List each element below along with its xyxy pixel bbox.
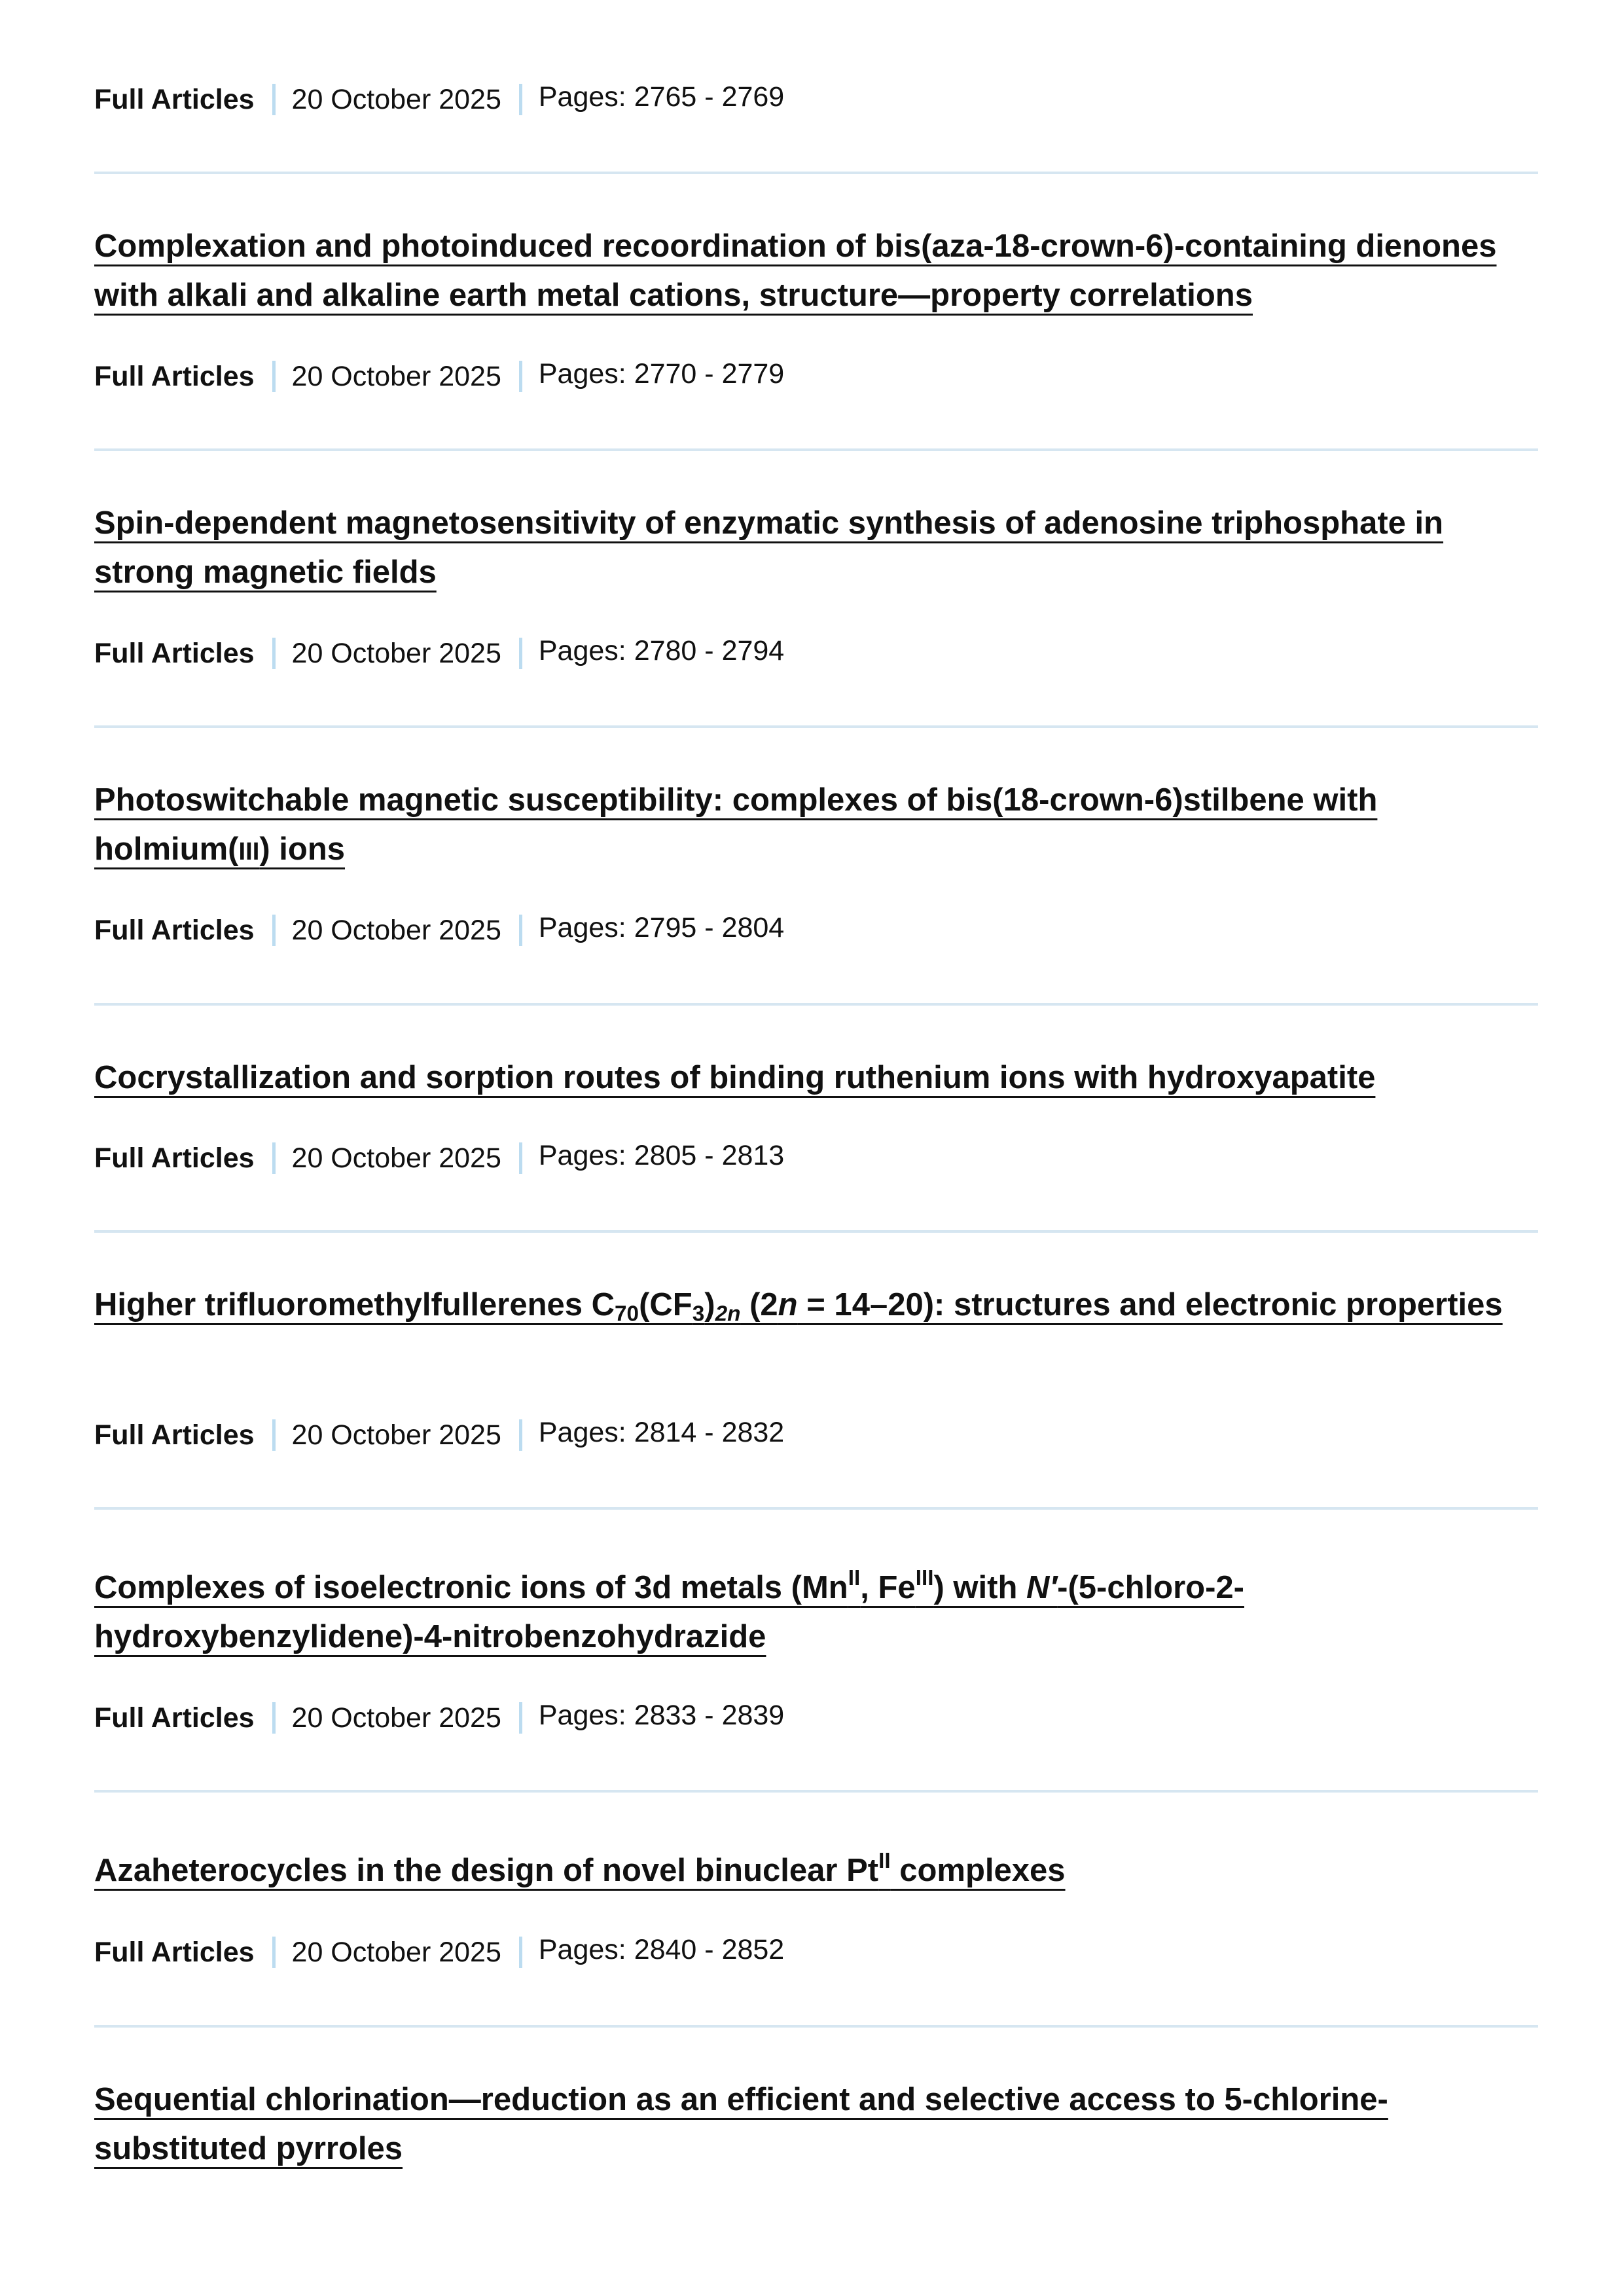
article-pages: Pages: 2765 - 2769 xyxy=(538,81,785,113)
article-type: Full Articles xyxy=(94,83,255,115)
article-type: Full Articles xyxy=(94,1142,255,1174)
meta-separator xyxy=(519,361,522,392)
article-title xyxy=(94,2075,1538,2174)
article-pages: Pages: 2805 - 2813 xyxy=(538,1139,785,1171)
article-title xyxy=(94,1846,1538,1895)
meta-separator xyxy=(272,1419,276,1451)
meta-separator xyxy=(272,1142,276,1174)
article-title-link[interactable]: Complexes of isoelectronic ions of 3d metals ($Mn^{II}$, $Fe^{III}$) with N′-(5-chloro-2-hydroxybenzylidene)-4-nitrobenzohydrazide xyxy=(94,1566,1244,1654)
article-date: 20 October 2025 xyxy=(291,1142,501,1174)
article-title-link[interactable]: Higher trifluoromethylfullerenes $C_{70}(CF_3)_{2n}$ (2n = 14–20): structures and electronic properties xyxy=(94,1287,1503,1326)
meta-separator xyxy=(519,1937,522,1968)
article-type: Full Articles xyxy=(94,914,255,946)
meta-separator xyxy=(519,638,522,669)
article-type: Full Articles xyxy=(94,360,255,392)
article-pages: Pages: 2814 - 2832 xyxy=(538,1416,785,1448)
divider xyxy=(94,1507,1538,1510)
article-meta xyxy=(94,80,784,119)
article-title-link[interactable]: Complexation and photoinduced recoordination of bis(aza-18-crown-6)-containing dienones with alkali and alkaline earth metal cations, structure—property correlations xyxy=(94,228,1497,313)
article-pages: Pages: 2780 - 2794 xyxy=(538,634,785,666)
meta-separator xyxy=(519,1702,522,1734)
article-meta xyxy=(94,1933,784,1972)
divider xyxy=(94,2025,1538,2028)
divider xyxy=(94,448,1538,451)
article-type: Full Articles xyxy=(94,1936,255,1968)
meta-separator xyxy=(519,1142,522,1174)
article-title-link[interactable]: Spin-dependent magnetosensitivity of enzymatic synthesis of adenosine triphosphate in strong magnetic fields xyxy=(94,505,1444,590)
divider xyxy=(94,1230,1538,1233)
meta-separator xyxy=(272,638,276,669)
article-title xyxy=(94,1053,1538,1102)
article-meta xyxy=(94,1139,784,1178)
article-meta xyxy=(94,1415,784,1455)
article-type: Full Articles xyxy=(94,1419,255,1451)
divider xyxy=(94,1003,1538,1006)
meta-separator xyxy=(272,361,276,392)
article-date: 20 October 2025 xyxy=(291,83,501,115)
article-title xyxy=(94,776,1538,876)
article-meta xyxy=(94,911,784,950)
divider xyxy=(94,1790,1538,1793)
article-title-link[interactable]: Cocrystallization and sorption routes of binding ruthenium ions with hydroxyapatite xyxy=(94,1060,1376,1095)
meta-separator xyxy=(519,915,522,946)
article-title-link[interactable]: Photoswitchable magnetic susceptibility: complexes of bis(18-crown-6)stilbene with holmium(III) ions xyxy=(94,782,1378,867)
meta-separator xyxy=(519,1419,522,1451)
article-title xyxy=(94,1281,1538,1330)
meta-separator xyxy=(272,1702,276,1734)
article-title-link[interactable]: Azaheterocycles in the design of novel binuclear $Pt^{II}$ complexes xyxy=(94,1849,1066,1888)
article-pages: Pages: 2770 - 2779 xyxy=(538,357,785,390)
article-pages: Pages: 2795 - 2804 xyxy=(538,911,785,943)
article-title-link[interactable]: Sequential chlorination—reduction as an efficient and selective access to 5-chlorine-substituted pyrroles xyxy=(94,2082,1388,2166)
meta-separator xyxy=(272,915,276,946)
article-meta xyxy=(94,634,784,673)
meta-separator xyxy=(272,84,276,115)
meta-separator xyxy=(272,1937,276,1968)
article-pages: Pages: 2833 - 2839 xyxy=(538,1699,785,1731)
article-meta xyxy=(94,357,784,396)
article-title xyxy=(94,222,1538,320)
article-type: Full Articles xyxy=(94,637,255,669)
article-type: Full Articles xyxy=(94,1702,255,1734)
article-date: 20 October 2025 xyxy=(291,1702,501,1734)
article-meta xyxy=(94,1698,784,1738)
article-title xyxy=(94,1563,1538,1662)
article-date: 20 October 2025 xyxy=(291,914,501,946)
meta-separator xyxy=(519,84,522,115)
article-pages: Pages: 2840 - 2852 xyxy=(538,1933,785,1965)
article-date: 20 October 2025 xyxy=(291,637,501,669)
divider xyxy=(94,725,1538,728)
article-date: 20 October 2025 xyxy=(291,360,501,392)
article-date: 20 October 2025 xyxy=(291,1936,501,1968)
article-title xyxy=(94,499,1538,597)
article-date: 20 October 2025 xyxy=(291,1419,501,1451)
divider xyxy=(94,172,1538,174)
